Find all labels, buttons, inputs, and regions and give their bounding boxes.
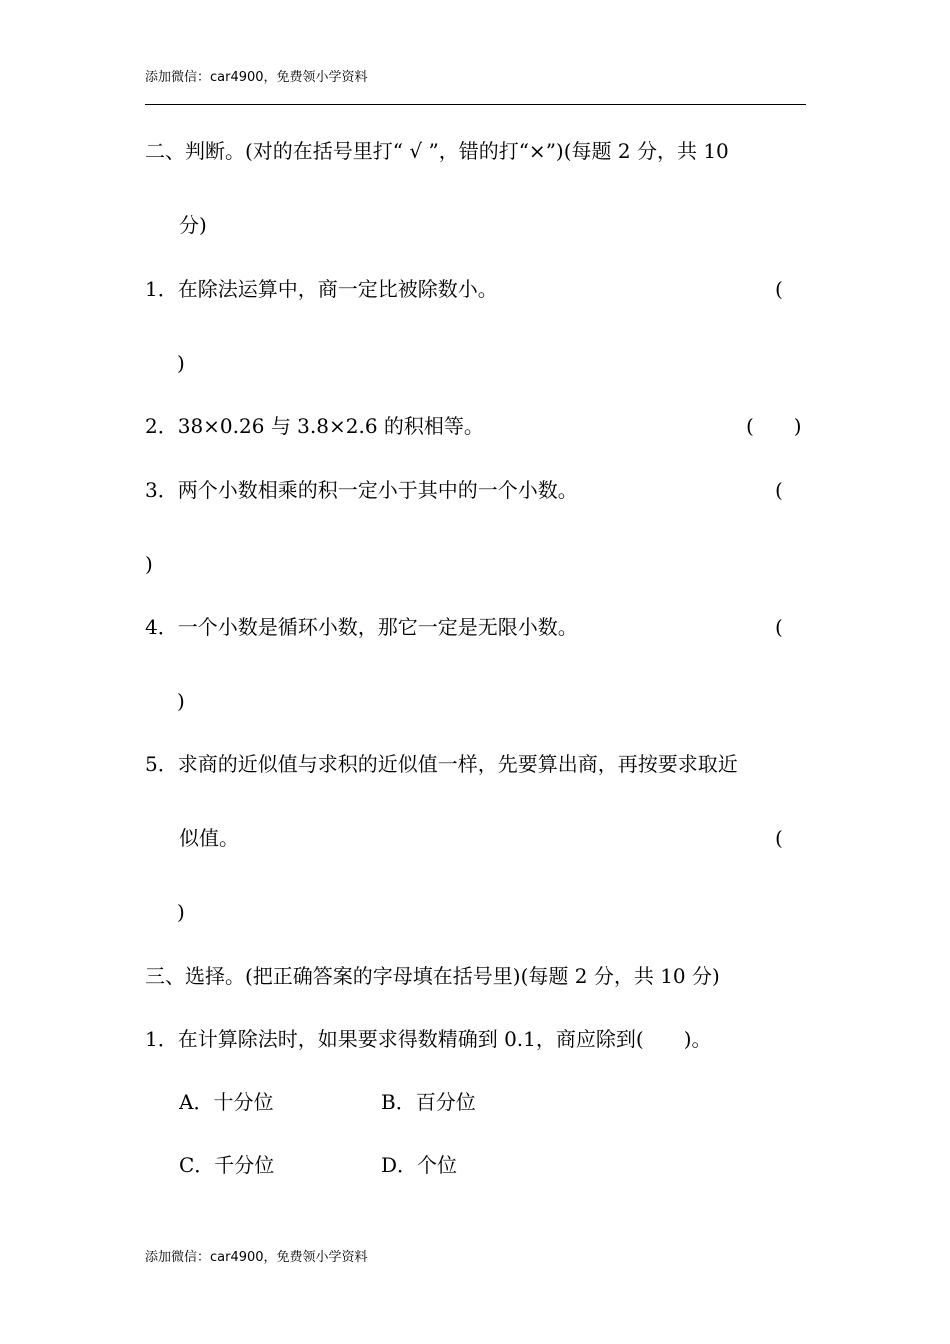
judge-q5-paren-close: ) (177, 900, 185, 924)
judge-q5-paren-open[interactable]: ( (775, 826, 783, 850)
judge-q4: 4．一个小数是循环小数，那它一定是无限小数。 (145, 615, 578, 639)
judge-q5-cont: 似值。 (179, 826, 239, 850)
judge-q4-paren-open[interactable]: ( (775, 615, 783, 639)
page-header: 添加微信：car4900，免费领小学资料 (145, 70, 368, 85)
choice-q1-option-d[interactable]: D．个位 (381, 1153, 458, 1177)
judge-q1-paren-close: ) (177, 351, 185, 375)
judge-q3: 3．两个小数相乘的积一定小于其中的一个小数。 (145, 478, 578, 502)
judge-q4-paren-close: ) (177, 689, 185, 713)
section3-title: 三、选择。(把正确答案的字母填在括号里)(每题 2 分，共 10 分) (145, 964, 720, 988)
choice-q1: 1．在计算除法时，如果要求得数精确到 0.1，商应除到( )。 (145, 1027, 712, 1051)
judge-q3-paren-close: ) (145, 552, 153, 576)
judge-q5: 5．求商的近似值与求积的近似值一样，先要算出商，再按要求取近 (145, 752, 738, 776)
section2-title: 二、判断。(对的在括号里打“ √ ”，错的打“×”)(每题 2 分，共 10 (145, 139, 729, 163)
choice-q1-option-a[interactable]: A．十分位 (179, 1090, 274, 1114)
judge-q1: 1．在除法运算中，商一定比被除数小。 (145, 277, 498, 301)
judge-q3-paren-open[interactable]: ( (775, 478, 783, 502)
judge-q2: 2．38×0.26 与 3.8×2.6 的积相等。 (145, 414, 484, 438)
judge-q1-paren-open[interactable]: ( (775, 277, 783, 301)
header-divider (145, 104, 806, 105)
page-footer: 添加微信：car4900，免费领小学资料 (145, 1250, 368, 1265)
judge-q2-paren[interactable]: ( ) (746, 414, 802, 438)
choice-q1-option-c[interactable]: C．千分位 (179, 1153, 275, 1177)
choice-q1-option-b[interactable]: B．百分位 (381, 1090, 476, 1114)
section2-title-cont: 分) (179, 213, 207, 237)
